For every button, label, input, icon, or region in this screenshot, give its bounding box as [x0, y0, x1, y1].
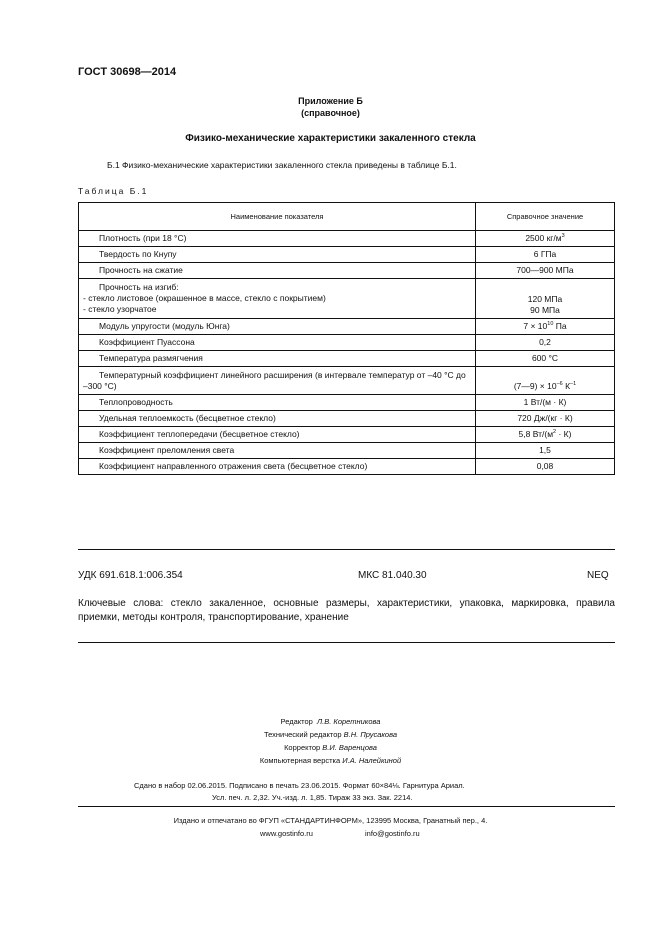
row-value: 2500 $кг/м^3$: [476, 231, 615, 247]
row-name: Коэффициент теплопередачи (бесцветное стекло): [79, 427, 476, 443]
table-row: [79, 367, 615, 395]
credit-corrector: Корректор В.И. Варенцова: [284, 743, 377, 752]
divider-bottom: [78, 806, 615, 807]
publisher-line: Издано и отпечатано во ФГУП «СТАНДАРТИНФОРМ», 123995 Москва, Гранатный пер., 4.: [173, 816, 488, 825]
row-name: Прочность на изгиб: - стекло листовое (окрашенное в массе, стекло с покрытием) - стекло узорчатое: [79, 279, 476, 319]
table-row: [79, 427, 615, 443]
row-value: 6 ГПа: [476, 247, 615, 263]
divider-middle: [78, 642, 615, 643]
credit-layout: Компьютерная верстка И.А. Налейкиной: [259, 756, 402, 765]
row-value: 600 °С: [476, 351, 615, 367]
imprint-line-2: Усл. печ. л. 2,32. Уч.-изд. л. 1,85. Тираж 33 экз. Зак. 2214.: [212, 793, 413, 802]
table-row: [79, 231, 615, 247]
table-row: [79, 443, 615, 459]
mks-code: МКС 81.040.30: [358, 570, 427, 581]
row-name: Твердость по Кнупу: [79, 247, 476, 263]
row-value: 1 Вт/(м · К): [476, 395, 615, 411]
row-value: 0,2: [476, 335, 615, 351]
publisher-site[interactable]: www.gostinfo.ru: [260, 829, 313, 838]
section-title: Физико-механические характеристики закаленного стекла: [185, 133, 476, 144]
table-row: [79, 459, 615, 475]
appendix-title: Приложение Б: [298, 96, 363, 106]
table-row: [79, 395, 615, 411]
row-value: 5,8 $Вт/(м^2 \cdot К)$: [476, 427, 615, 443]
row-name: Температурный коэффициент линейного расширения (в интервале температур от –40 °С до –300 °С): [79, 367, 476, 395]
row-name: Коэффициент Пуассона: [79, 335, 476, 351]
row-value: 720 Дж/(кг · К): [476, 411, 615, 427]
row-name: Коэффициент направленного отражения света (бесцветное стекло): [79, 459, 476, 475]
imprint-line-1: Сдано в набор 02.06.2015. Подписано в печать 23.06.2015. Формат 60×84⅛. Гарнитура Ариал.: [134, 781, 465, 790]
udk-code: УДК 691.618.1:006.354: [78, 570, 183, 581]
row-name: Плотность (при 18 °С): [79, 231, 476, 247]
row-value: 120 МПа 90 МПа: [476, 279, 615, 319]
standard-number: ГОСТ 30698—2014: [78, 66, 177, 78]
table-row: [79, 279, 615, 319]
neq-label: NEQ: [587, 570, 609, 581]
divider-top: [78, 549, 615, 550]
table-caption: Таблица Б.1: [78, 186, 149, 196]
credit-editor: Редактор Л.В. Коретникова: [280, 717, 381, 726]
row-name: Удельная теплоемкость (бесцветное стекло): [79, 411, 476, 427]
row-name: Модуль упругости (модуль Юнга): [79, 319, 476, 335]
keywords: Ключевые слова: стекло закаленное, основные размеры, характеристики, упаковка, маркировка, правила приемки, методы контроля, транспортирование, хранение: [78, 598, 615, 623]
header-name: Наименование показателя: [79, 203, 476, 231]
table-row: [79, 411, 615, 427]
table-header-row: [79, 203, 615, 231]
properties-table: [78, 202, 615, 475]
appendix-subtitle: (справочное): [301, 108, 360, 118]
publisher-email[interactable]: info@gostinfo.ru: [365, 829, 420, 838]
row-name: Коэффициент преломления света: [79, 443, 476, 459]
table-row: [79, 263, 615, 279]
row-value: $7 \times 10^{10}$ Па: [476, 319, 615, 335]
row-value: 700—900 МПа: [476, 263, 615, 279]
row-value: (7—9) × $10^{-6}$ $К^{-1}$: [476, 367, 615, 395]
table-row: [79, 351, 615, 367]
table-row: [79, 335, 615, 351]
header-value: Справочное значение: [476, 203, 615, 231]
row-name: Прочность на сжатие: [79, 263, 476, 279]
row-value: 1,5: [476, 443, 615, 459]
row-name: Температура размягчения: [79, 351, 476, 367]
table-row: [79, 247, 615, 263]
credit-tech-editor: Технический редактор В.Н. Прусакова: [263, 730, 398, 739]
table-row: [79, 319, 615, 335]
intro-paragraph: Б.1 Физико-механические характеристики закаленного стекла приведены в таблице Б.1.: [107, 160, 457, 170]
row-name: Теплопроводность: [79, 395, 476, 411]
row-value: 0,08: [476, 459, 615, 475]
